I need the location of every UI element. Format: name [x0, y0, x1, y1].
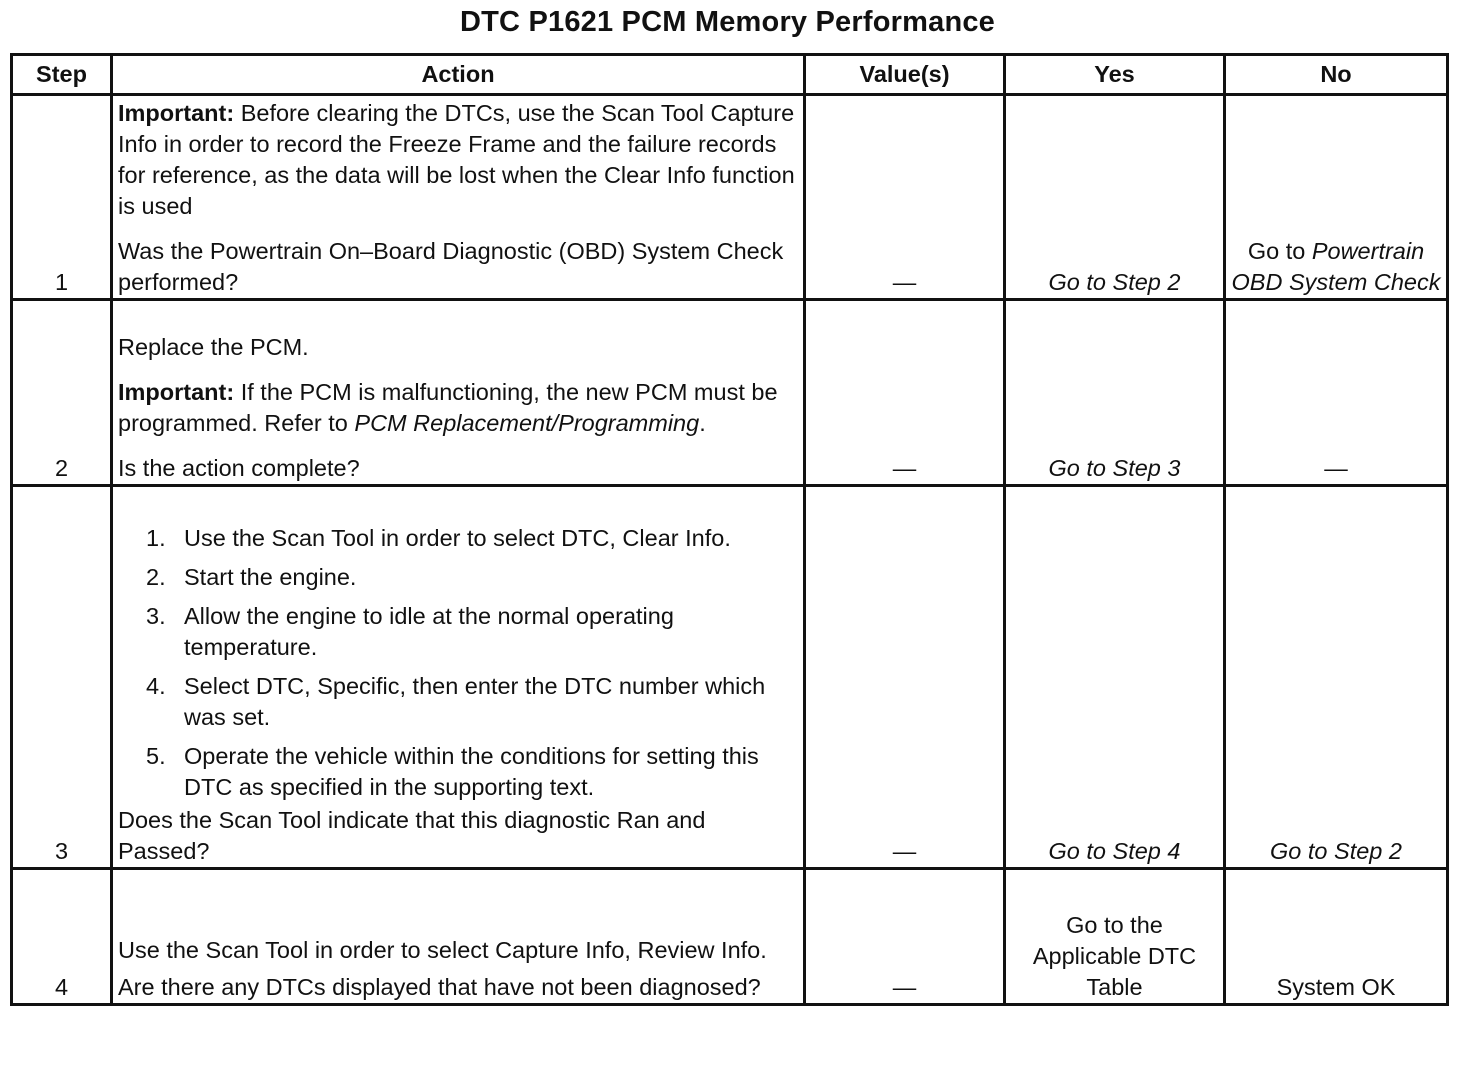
instruction-text: Use the Scan Tool in order to select Capture Info, Review Info.	[118, 937, 767, 963]
list-text: Start the engine.	[184, 564, 357, 590]
step-number: 3	[12, 486, 112, 869]
question-text: Are there any DTCs displayed that have not been diagnosed?	[118, 974, 761, 1000]
value-cell	[805, 869, 1005, 1005]
diagnostic-table	[10, 53, 1449, 1006]
page-title: DTC P1621 PCM Memory Performance	[459, 6, 996, 38]
no-prefix: Go to	[1247, 238, 1312, 264]
no-cell: System OK	[1225, 869, 1448, 1005]
value-cell	[805, 486, 1005, 869]
step-number: 1	[12, 95, 112, 300]
list-number: 4.	[146, 673, 166, 699]
important-label: Important:	[118, 379, 235, 405]
list-text: Operate the vehicle within the conditions for setting this DTC as specified in the supporting text.	[184, 743, 759, 800]
action-cell	[112, 95, 805, 300]
step-number: 4	[12, 869, 112, 1005]
header-no: No	[1225, 55, 1448, 95]
important-label: Important:	[118, 100, 235, 126]
yes-cell: Go to Step 3	[1005, 300, 1225, 486]
list-text: Use the Scan Tool in order to select DTC, Clear Info.	[184, 525, 731, 551]
list-item	[118, 562, 798, 593]
table-row	[12, 95, 1448, 300]
list-item	[118, 523, 798, 554]
important-text: If the PCM is malfunctioning, the new PCM must be programmed. Refer to	[118, 379, 778, 436]
value-dash: —	[892, 974, 917, 1000]
list-text: Select DTC, Specific, then enter the DTC number which was set.	[184, 673, 766, 730]
procedure-list	[118, 523, 798, 803]
action-cell	[112, 300, 805, 486]
header-values: Value(s)	[805, 55, 1005, 95]
value-dash: —	[892, 269, 917, 295]
list-item	[118, 671, 798, 733]
list-item	[118, 601, 798, 663]
important-note	[118, 98, 798, 222]
value-dash: —	[892, 455, 917, 481]
step-number: 2	[12, 300, 112, 486]
reference-link: PCM Replacement/Programming	[354, 410, 700, 436]
value-cell	[805, 95, 1005, 300]
no-cell: —	[1225, 300, 1448, 486]
no-cell	[1225, 95, 1448, 300]
yes-cell: Go to Step 2	[1005, 95, 1225, 300]
important-end: .	[699, 410, 706, 436]
header-step: Step	[12, 55, 112, 95]
no-reference: Powertrain OBD System Check	[1231, 238, 1441, 295]
list-item	[118, 741, 798, 803]
no-cell: Go to Step 2	[1225, 486, 1448, 869]
list-number: 1.	[146, 525, 166, 551]
table-row	[12, 486, 1448, 869]
header-yes: Yes	[1005, 55, 1225, 95]
list-text: Allow the engine to idle at the normal operating temperature.	[184, 603, 674, 660]
action-cell	[112, 486, 805, 869]
list-number: 2.	[146, 564, 166, 590]
question-text: Is the action complete?	[118, 455, 360, 481]
important-note	[118, 377, 798, 439]
action-cell	[112, 869, 805, 1005]
yes-cell: Go to the Applicable DTC Table	[1005, 869, 1225, 1005]
yes-cell: Go to Step 4	[1005, 486, 1225, 869]
instruction-text: Replace the PCM.	[118, 334, 309, 360]
header-row	[12, 55, 1448, 95]
value-dash: —	[892, 838, 917, 864]
question-text: Does the Scan Tool indicate that this diagnostic Ran and Passed?	[118, 807, 706, 864]
important-text: Before clearing the DTCs, use the Scan Tool Capture Info in order to record the Freeze Frame and the failure records for reference, as the data will be lost when the Clear Info function is used	[118, 100, 795, 219]
question-text: Was the Powertrain On–Board Diagnostic (OBD) System Check performed?	[118, 238, 784, 295]
header-action: Action	[112, 55, 805, 95]
table-row	[12, 300, 1448, 486]
value-cell	[805, 300, 1005, 486]
list-number: 3.	[146, 603, 166, 629]
list-number: 5.	[146, 743, 166, 769]
table-row	[12, 869, 1448, 1005]
